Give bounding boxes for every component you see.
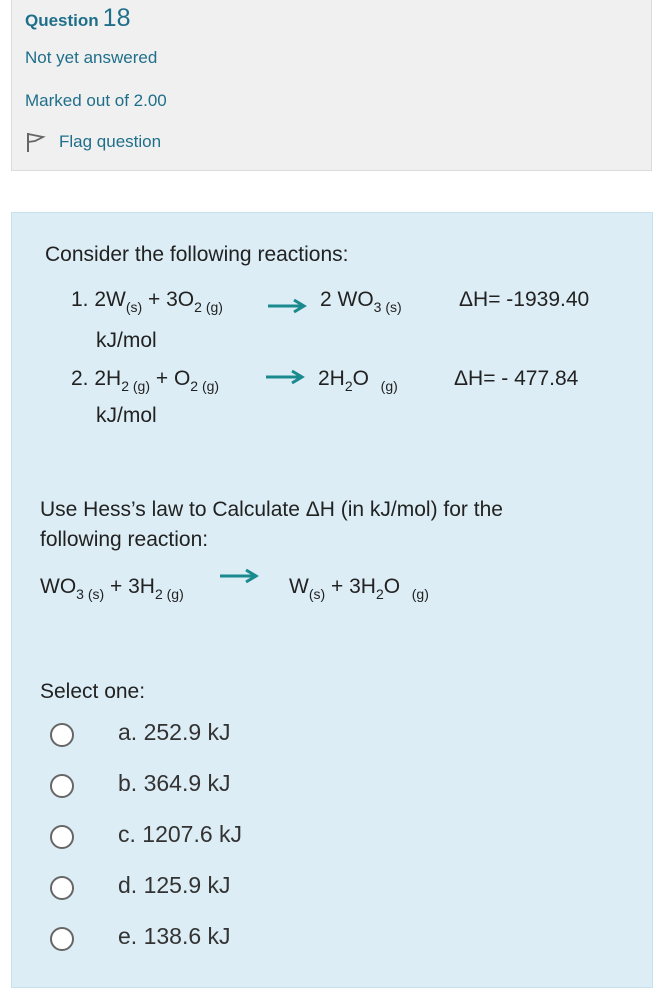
target-reaction-right: $W_{(s)} + 3H_2O$ $_{(g)}$ (289, 575, 429, 602)
question-label: Question (25, 11, 99, 30)
question-content-panel (11, 212, 653, 988)
option-a-radio[interactable] (50, 723, 74, 747)
flag-question-link[interactable] (25, 131, 161, 153)
option-e-radio[interactable] (50, 927, 74, 951)
reaction-2-unit: kJ/mol (96, 404, 157, 427)
reaction-1-left: 1. $2W_{(s)} + 3O_{2 (g)}$ (71, 288, 223, 315)
select-one-label: Select one: (40, 680, 146, 703)
option-d-label[interactable]: d. 125.9 kJ (118, 872, 231, 898)
question-grade: Marked out of 2.00 (25, 91, 167, 110)
option-c-label[interactable]: c. 1207.6 kJ (118, 821, 243, 847)
reaction-1-unit: kJ/mol (96, 329, 157, 352)
reaction-arrow-icon (264, 369, 306, 385)
option-a-label[interactable]: a. 252.9 kJ (118, 719, 231, 745)
reaction-2-left: 2. $2H_{2 (g)} + O_{2 (g)}$ (71, 367, 220, 394)
option-b-label[interactable]: b. 364.9 kJ (118, 770, 231, 796)
flag-icon (25, 131, 47, 153)
option-c-radio[interactable] (50, 825, 74, 849)
reaction-2-right: $2H_2O$ $_{(g)}$ (318, 367, 398, 394)
reaction-1-right: 2 $WO_{3 (s)}$ (320, 288, 402, 315)
flag-question-label: Flag question (59, 132, 162, 151)
question-number-value: 18 (102, 4, 131, 32)
target-reaction-left: $WO_{3 (s)} + 3H_{2 (g)}$ (40, 575, 184, 602)
question-intro: Consider the following reactions: (45, 243, 349, 266)
question-prompt-line2: following reaction: (40, 528, 209, 551)
option-d-radio[interactable] (50, 876, 74, 900)
question-state: Not yet answered (25, 48, 158, 67)
question-number (25, 4, 130, 33)
question-info-panel (11, 0, 652, 171)
reaction-arrow-icon (266, 298, 308, 314)
reaction-arrow-icon (218, 568, 260, 584)
question-prompt-line1: Use Hess’s law to Calculate ΔH (in kJ/mol) for the (40, 498, 503, 521)
option-b-radio[interactable] (50, 774, 74, 798)
reaction-2-dh: ΔH= - 477.84 (454, 367, 579, 390)
reaction-1-dh: ΔH= -1939.40 (459, 288, 590, 311)
option-e-label[interactable]: e. 138.6 kJ (118, 923, 231, 949)
